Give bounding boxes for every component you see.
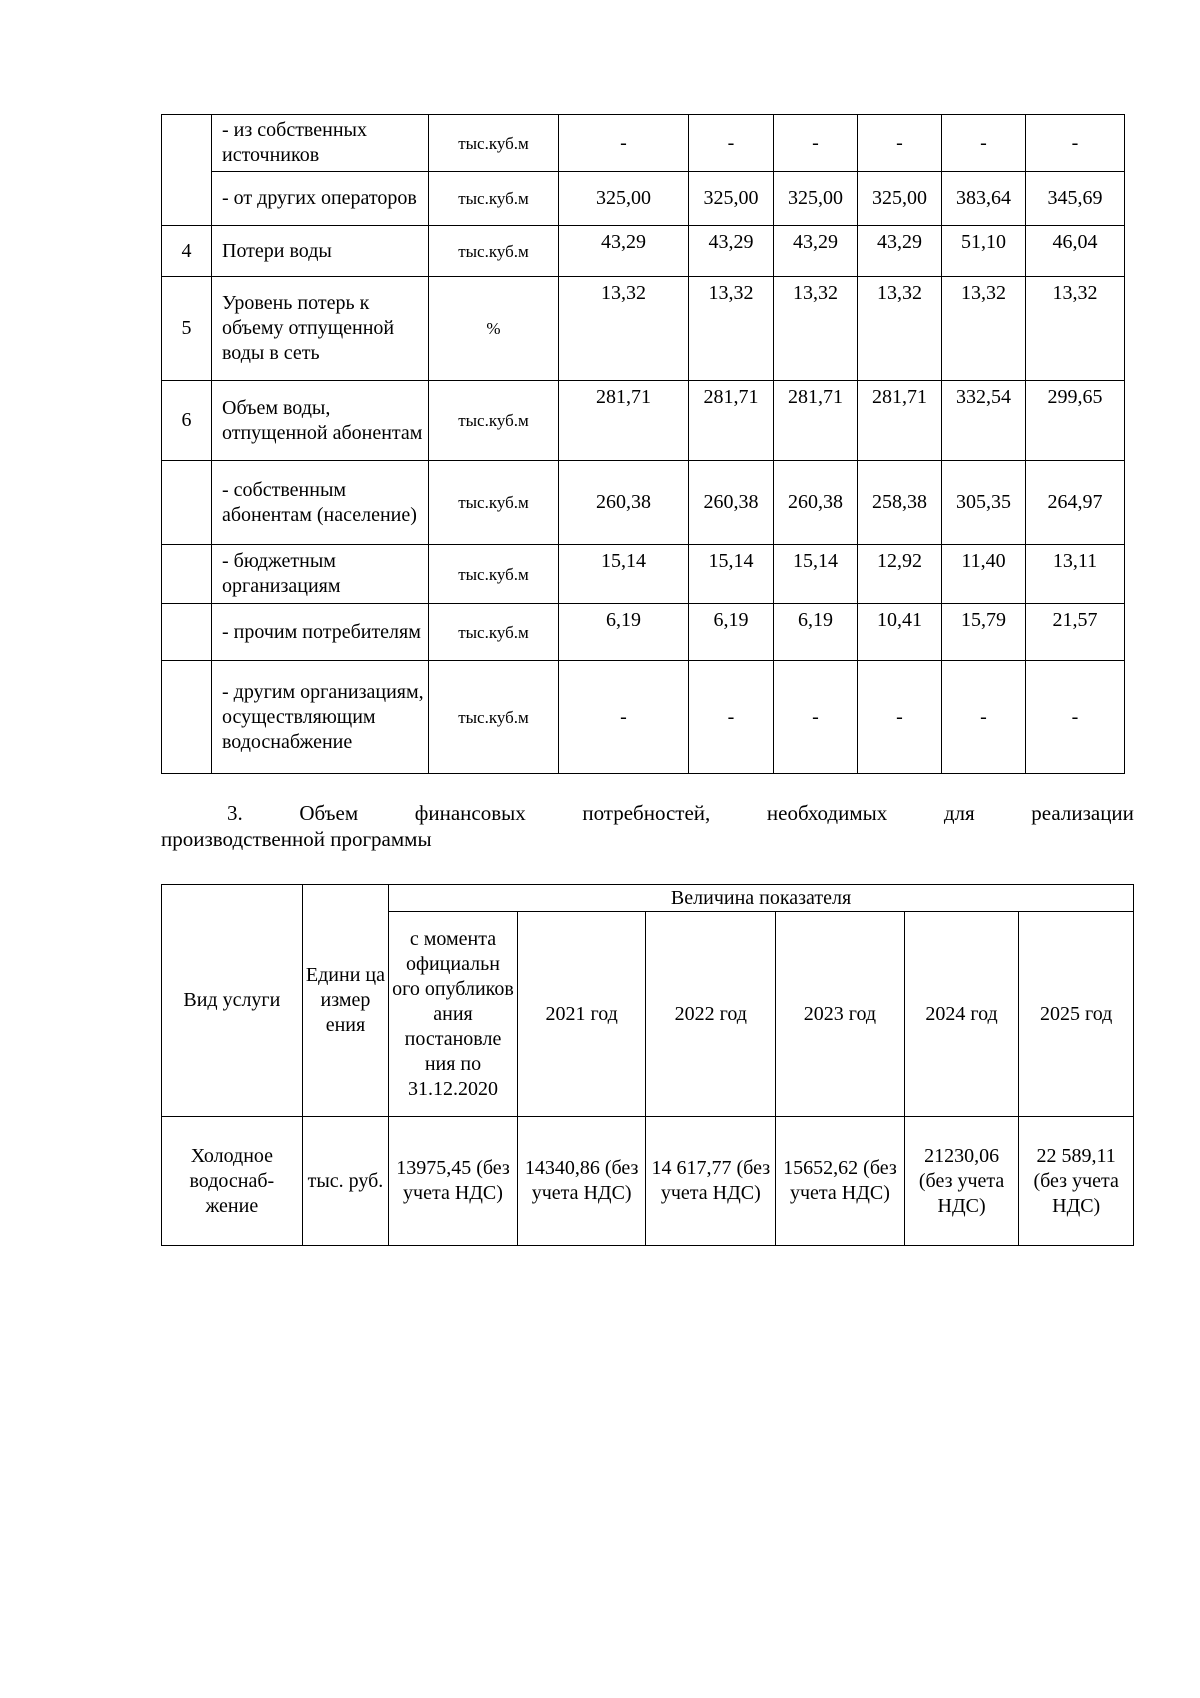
row-name: - другим организациям, осуществляющим водоснабжение (212, 661, 429, 774)
section-heading (161, 800, 1134, 852)
value-cell: 281,71 (559, 381, 689, 461)
heading-word: необходимых (766, 801, 888, 825)
value-cell: 305,35 (942, 461, 1026, 545)
header-period: 2022 год (646, 912, 776, 1117)
row-unit: % (429, 277, 559, 381)
table-row (162, 604, 1125, 661)
table-row (162, 545, 1125, 604)
row-number: 5 (162, 277, 212, 381)
value-cell: 258,38 (858, 461, 942, 545)
value-cell: 6,19 (559, 604, 689, 661)
table-row (162, 661, 1125, 774)
water-balance-table (161, 114, 1125, 774)
value-cell: 15,14 (559, 545, 689, 604)
value-cell: 281,71 (689, 381, 774, 461)
value-cell: 13,32 (689, 277, 774, 381)
value-cell: 10,41 (858, 604, 942, 661)
value-cell: 13975,45 (без учета НДС) (389, 1117, 518, 1246)
table-row (162, 381, 1125, 461)
header-period: с момента официальн ого опубликов ания постановле ния по 31.12.2020 (389, 912, 518, 1117)
row-name: Уровень потерь к объему отпущенной воды в сеть (212, 277, 429, 381)
value-cell: - (942, 115, 1026, 172)
value-cell: 325,00 (689, 172, 774, 226)
value-cell: - (689, 661, 774, 774)
unit-cell: тыс. руб. (302, 1117, 388, 1246)
header-service: Вид услуги (162, 885, 303, 1117)
heading-word: Объем (299, 801, 359, 825)
value-cell: 13,32 (559, 277, 689, 381)
table-row (162, 226, 1125, 277)
row-number (162, 604, 212, 661)
value-cell: - (942, 661, 1026, 774)
value-cell: 43,29 (858, 226, 942, 277)
value-cell: 15,14 (774, 545, 858, 604)
header-period: 2021 год (517, 912, 646, 1117)
value-cell: 345,69 (1026, 172, 1125, 226)
value-cell: 51,10 (942, 226, 1026, 277)
row-unit: тыс.куб.м (429, 661, 559, 774)
row-unit: тыс.куб.м (429, 172, 559, 226)
table-row (162, 1117, 1134, 1246)
heading-word: реализации (1031, 801, 1134, 825)
value-cell: 325,00 (858, 172, 942, 226)
value-cell: 260,38 (559, 461, 689, 545)
value-cell: 260,38 (774, 461, 858, 545)
value-cell: 13,11 (1026, 545, 1125, 604)
value-cell: - (858, 115, 942, 172)
service-cell: Холодное водоснаб-жение (162, 1117, 303, 1246)
value-cell: 21230,06 (без учета НДС) (904, 1117, 1019, 1246)
row-number: 4 (162, 226, 212, 277)
financial-needs-table (161, 884, 1134, 1246)
value-cell: 281,71 (774, 381, 858, 461)
value-cell: 325,00 (559, 172, 689, 226)
value-cell: - (689, 115, 774, 172)
row-unit: тыс.куб.м (429, 381, 559, 461)
value-cell: 260,38 (689, 461, 774, 545)
value-cell: - (559, 115, 689, 172)
value-cell: 21,57 (1026, 604, 1125, 661)
value-cell: 12,92 (858, 545, 942, 604)
value-cell: 332,54 (942, 381, 1026, 461)
header-period: 2023 год (776, 912, 905, 1117)
row-number: 6 (162, 381, 212, 461)
row-unit: тыс.куб.м (429, 226, 559, 277)
heading-line-2: производственной программы (161, 827, 432, 851)
value-cell: - (559, 661, 689, 774)
value-cell: 43,29 (559, 226, 689, 277)
heading-word: финансовых (414, 801, 526, 825)
row-number (162, 545, 212, 604)
row-name: - от других операторов (212, 172, 429, 226)
value-cell: 11,40 (942, 545, 1026, 604)
value-cell: 22 589,11 (без учета НДС) (1019, 1117, 1134, 1246)
table-row (162, 461, 1125, 545)
value-cell: 46,04 (1026, 226, 1125, 277)
heading-word: потребностей, (582, 801, 711, 825)
value-cell: 14 617,77 (без учета НДС) (646, 1117, 776, 1246)
value-cell: 13,32 (774, 277, 858, 381)
value-cell: 15,14 (689, 545, 774, 604)
row-unit: тыс.куб.м (429, 604, 559, 661)
value-cell: 15,79 (942, 604, 1026, 661)
table-row (162, 277, 1125, 381)
heading-line-1 (161, 800, 1134, 826)
heading-word: 3. (227, 801, 243, 825)
row-unit: тыс.куб.м (429, 115, 559, 172)
row-name: - собственным абонентам (население) (212, 461, 429, 545)
value-cell: 13,32 (1026, 277, 1125, 381)
heading-word: для (943, 801, 975, 825)
table-row (162, 172, 1125, 226)
value-cell: 14340,86 (без учета НДС) (517, 1117, 646, 1246)
header-row (162, 885, 1134, 912)
value-cell: 6,19 (689, 604, 774, 661)
value-cell: 281,71 (858, 381, 942, 461)
value-cell: 383,64 (942, 172, 1026, 226)
value-cell: 15652,62 (без учета НДС) (776, 1117, 905, 1246)
value-cell: 43,29 (689, 226, 774, 277)
row-unit: тыс.куб.м (429, 461, 559, 545)
value-cell: 264,97 (1026, 461, 1125, 545)
value-cell: 325,00 (774, 172, 858, 226)
row-unit: тыс.куб.м (429, 545, 559, 604)
value-cell: 299,65 (1026, 381, 1125, 461)
header-period: 2024 год (904, 912, 1019, 1117)
value-cell: - (774, 661, 858, 774)
value-cell: 6,19 (774, 604, 858, 661)
value-cell: 13,32 (942, 277, 1026, 381)
value-cell: 13,32 (858, 277, 942, 381)
header-unit: Едини ца измер ения (302, 885, 388, 1117)
row-number (162, 461, 212, 545)
row-name: - прочим потребителям (212, 604, 429, 661)
value-cell: - (774, 115, 858, 172)
value-cell: - (1026, 661, 1125, 774)
value-cell: - (1026, 115, 1125, 172)
row-number (162, 115, 212, 226)
row-name: Объем воды, отпущенной абонентам (212, 381, 429, 461)
row-name: Потери воды (212, 226, 429, 277)
row-name: - из собственных источников (212, 115, 429, 172)
table-row (162, 115, 1125, 172)
row-number (162, 661, 212, 774)
header-period: 2025 год (1019, 912, 1134, 1117)
row-name: - бюджетным организациям (212, 545, 429, 604)
header-group: Величина показателя (389, 885, 1134, 912)
value-cell: - (858, 661, 942, 774)
value-cell: 43,29 (774, 226, 858, 277)
